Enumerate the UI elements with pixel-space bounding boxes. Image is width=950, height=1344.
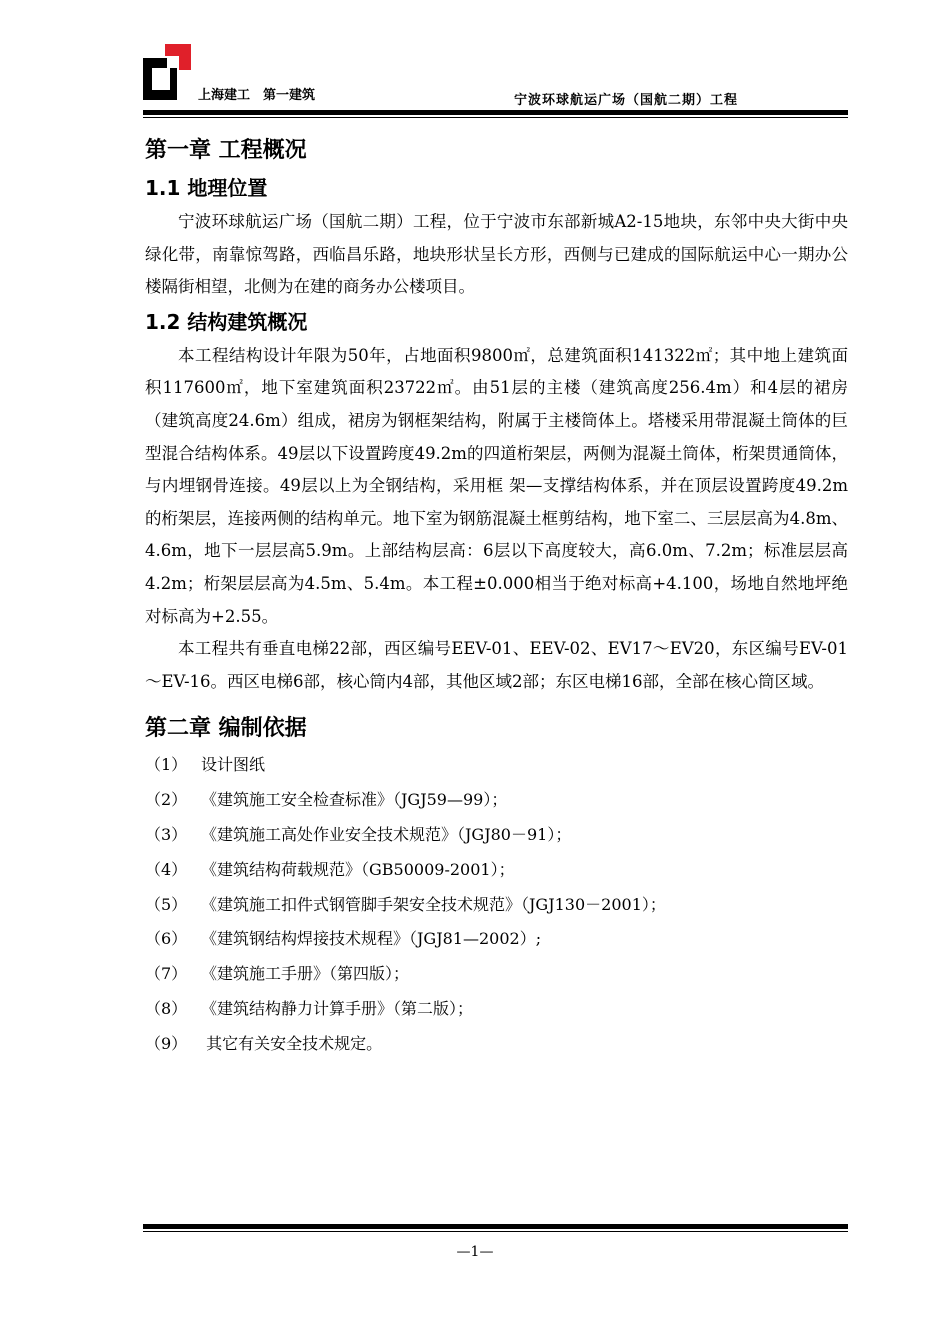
section-1-2-paragraph-1: 本工程结构设计年限为50年，占地面积9800㎡，总建筑面积141322㎡；其中地上建筑面积117600㎡，地下室建筑面积23722㎡。由51层的主楼（建筑高度256.4m）和4层的裙房（建筑高度24.6m）组成，裙房为钢框架结构，附属于主楼筒体上。塔楼采用带混凝土筒体的巨型混合结构体系。49层以下设置跨度49.2m的四道桁架层，两侧为混凝土筒体，桁架贯通筒体，与内埋钢骨连接。49层以上为全钢结构，采用框 架—支撑结构体系，并在顶层设置跨度49.2m的桁架层，连接两侧的结构单元。地下室为钢筋混凝土框剪结构，地下室二、三层层高为4.8m、4.6m，地下一层层高5.9m。上部结构层高：6层以下高度较大，高6.0m、7.2m；标准层层高4.2m；桁架层层高为4.5m、5.4m。本工程±0.000相当于绝对标高+4.100，场地自然地坪绝对标高为+2.55。 — [145, 345, 848, 626]
list-item: （3） 《建筑施工高处作业安全技术规范》（JGJ80－91）； — [145, 824, 572, 844]
reference-list — [145, 748, 848, 1061]
list-item: （1） 设计图纸 — [145, 755, 266, 775]
list-item: （4） 《建筑结构荷载规范》（GB50009-2001）； — [145, 859, 515, 879]
company-name: 上海建工 第一建筑 — [198, 88, 316, 103]
section-1-2-paragraph-2: 本工程共有垂直电梯22部，西区编号EEV-01、EEV-02、EV17～EV20，东区编号EV-01～EV-16。西区电梯6部，核心筒内4部，其他区域2部；东区电梯16部，全部在核心筒区域。 — [145, 639, 848, 691]
footer-rule-thin — [143, 1231, 848, 1232]
chapter-1-title: 第一章 工程概况 — [145, 138, 307, 163]
document-body — [145, 132, 848, 1061]
section-1-1-title: 1.1 地理位置 — [145, 176, 268, 200]
list-item: （2） 《建筑施工安全检查标准》（JGJ59—99）； — [145, 790, 508, 810]
list-item: （8） 《建筑结构静力计算手册》（第二版）； — [145, 998, 474, 1018]
section-1-1-text: 宁波环球航运广场（国航二期）工程，位于宁波市东部新城A2-15地块，东邻中央大街中央绿化带，南靠惊驾路，西临昌乐路，地块形状呈长方形，西侧与已建成的国际航运中心一期办公楼隔街相望，北侧为在建的商务办公楼项目。 — [145, 212, 848, 297]
list-item: （6） 《建筑钢结构焊接技术规程》（JGJ81—2002）; — [145, 929, 542, 949]
list-item: （5） 《建筑施工扣件式钢管脚手架安全技术规范》（JGJ130－2001）； — [145, 894, 666, 914]
page-header — [143, 44, 848, 120]
header-rule-thin — [143, 117, 848, 118]
section-1-2-title: 1.2 结构建筑概况 — [145, 309, 308, 334]
chapter-2-title: 第二章 编制依据 — [145, 716, 307, 742]
page-number: —1— — [456, 1244, 494, 1260]
footer-rule — [143, 1224, 848, 1229]
list-item: （7） 《建筑施工手册》（第四版）； — [145, 964, 410, 984]
header-rule — [143, 110, 848, 115]
company-logo-icon — [143, 44, 191, 100]
project-title: 宁波环球航运广场（国航二期）工程 — [513, 93, 738, 108]
list-item: （9） 其它有关安全技术规定。 — [145, 1033, 383, 1053]
